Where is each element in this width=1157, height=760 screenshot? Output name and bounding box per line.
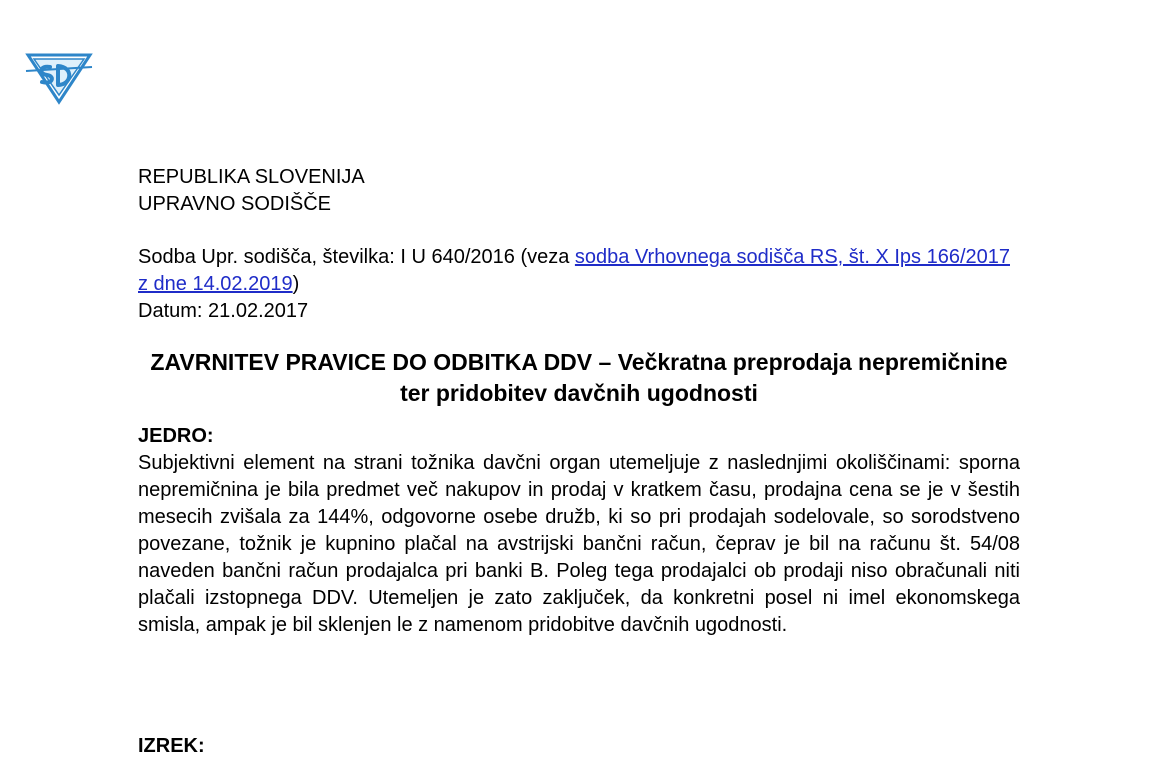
document-title: ZAVRNITEV PRAVICE DO ODBITKA DDV – Večkratna preprodaja nepremičnine ter pridobitev davčnih ugodnosti bbox=[150, 349, 1008, 406]
document-body bbox=[138, 164, 1020, 639]
judgment-date: Datum: 21.02.2017 bbox=[138, 300, 309, 322]
jedro-heading: JEDRO: bbox=[138, 425, 214, 447]
header-country: REPUBLIKA SLOVENIJA bbox=[138, 166, 365, 188]
court-logo-icon bbox=[22, 47, 96, 105]
reference-prefix: Sodba Upr. sodišča, številka: I U 640/2016 (veza bbox=[138, 246, 575, 268]
supreme-court-judgment-link[interactable]: sodba Vrhovnega sodišča RS, št. X Ips 166/2017 z dne 14.02.2019 bbox=[138, 246, 1010, 295]
jedro-text: Subjektivni element na strani tožnika davčni organ utemeljuje z naslednjimi okoliščinami: sporna nepremičnina je bila predmet več nakupov in prodaj v kratkem času, prodajna cena se je v šestih mesecih zvišala za 144%, odgovorne osebe družb, ki so pri prodajah sodelovale, so sorodstveno povezane, tožnik je kupnino plačal na avstrijski bančni račun, čeprav je bil na računu št. 54/08 naveden bančni račun prodajalca pri banki B. Poleg tega prodajalci ob prodaji niso obračunali niti plačali izstopnega DDV. Utemeljen je zato zaključek, da konkretni posel ni imel ekonomskega smisla, ampak je bil sklenjen le z namenom pridobitve davčnih ugodnosti. bbox=[138, 452, 1020, 636]
reference-suffix: ) bbox=[292, 273, 300, 295]
izrek-heading: IZREK: bbox=[138, 735, 205, 757]
case-reference bbox=[138, 244, 1020, 298]
header-court: UPRAVNO SODIŠČE bbox=[138, 193, 331, 215]
